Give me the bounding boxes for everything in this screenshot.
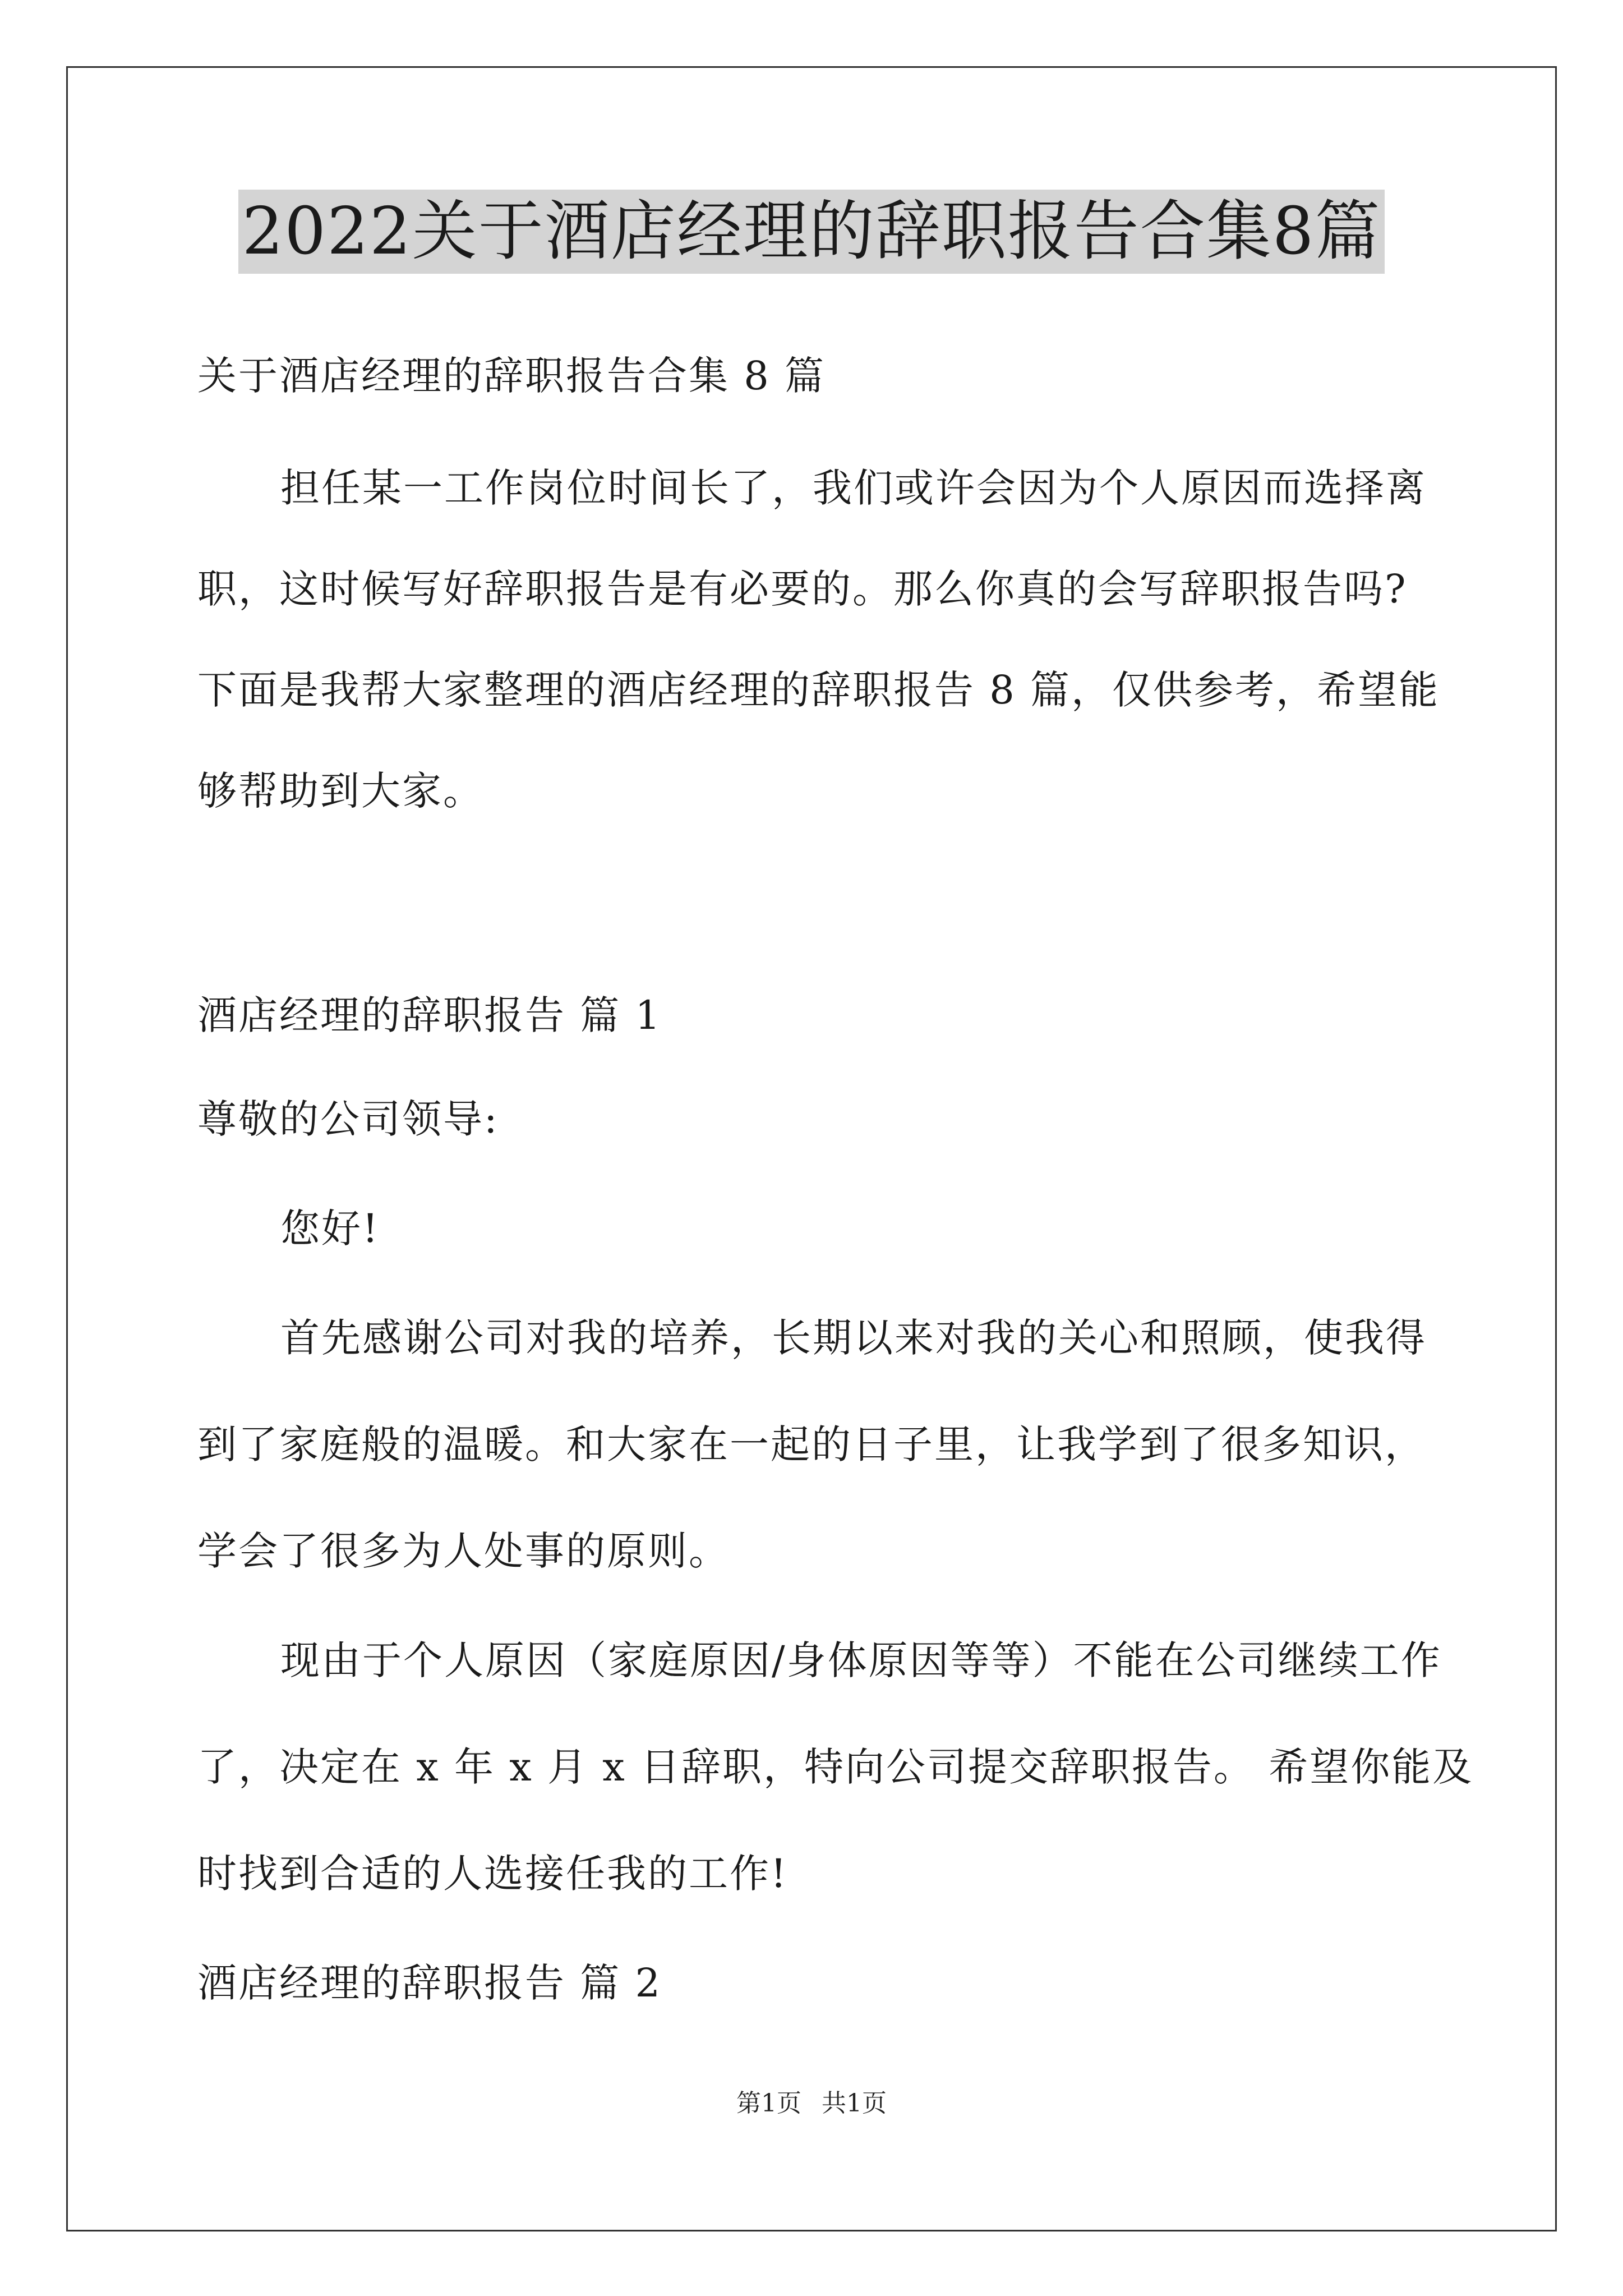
subtitle-line: 关于酒店经理的辞职报告合集 8 篇 — [197, 353, 826, 399]
greeting: 您好! — [280, 1205, 380, 1251]
document-title: 2022关于酒店经理的辞职报告合集8篇 — [238, 190, 1384, 274]
section-heading-1: 酒店经理的辞职报告 篇 1 — [197, 992, 662, 1038]
body-line: 学会了很多为人处事的原则。 — [197, 1528, 730, 1574]
body-line: 时找到合适的人选接任我的工作! — [197, 1851, 789, 1897]
body-line: 现由于个人原因（家庭原因/身体原因等等）不能在公司继续工作 — [280, 1637, 1442, 1683]
intro-line: 职，这时候写好辞职报告是有必要的。那么你真的会写辞职报告吗? — [197, 566, 1408, 612]
body-line: 到了家庭般的温暖。和大家在一起的日子里，让我学到了很多知识， — [197, 1421, 1426, 1467]
title-container — [0, 190, 1623, 274]
page-total: 共1页 — [822, 2089, 887, 2118]
page-number: 第1页 — [736, 2089, 801, 2118]
intro-line: 够帮助到大家。 — [197, 768, 484, 814]
body-line: 首先感谢公司对我的培养，长期以来对我的关心和照顾，使我得 — [280, 1315, 1427, 1361]
intro-line: 下面是我帮大家整理的酒店经理的辞职报告 8 篇，仅供参考，希望能 — [197, 667, 1440, 713]
body-line: 了，决定在 x 年 x 月 x 日辞职，特向公司提交辞职报告。 希望你能及 — [197, 1744, 1474, 1790]
section-heading-2: 酒店经理的辞职报告 篇 2 — [197, 1960, 662, 2006]
page-footer — [0, 2087, 1623, 2120]
intro-line: 担任某一工作岗位时间长了，我们或许会因为个人原因而选择离 — [280, 465, 1427, 511]
salutation: 尊敬的公司领导: — [197, 1096, 499, 1142]
